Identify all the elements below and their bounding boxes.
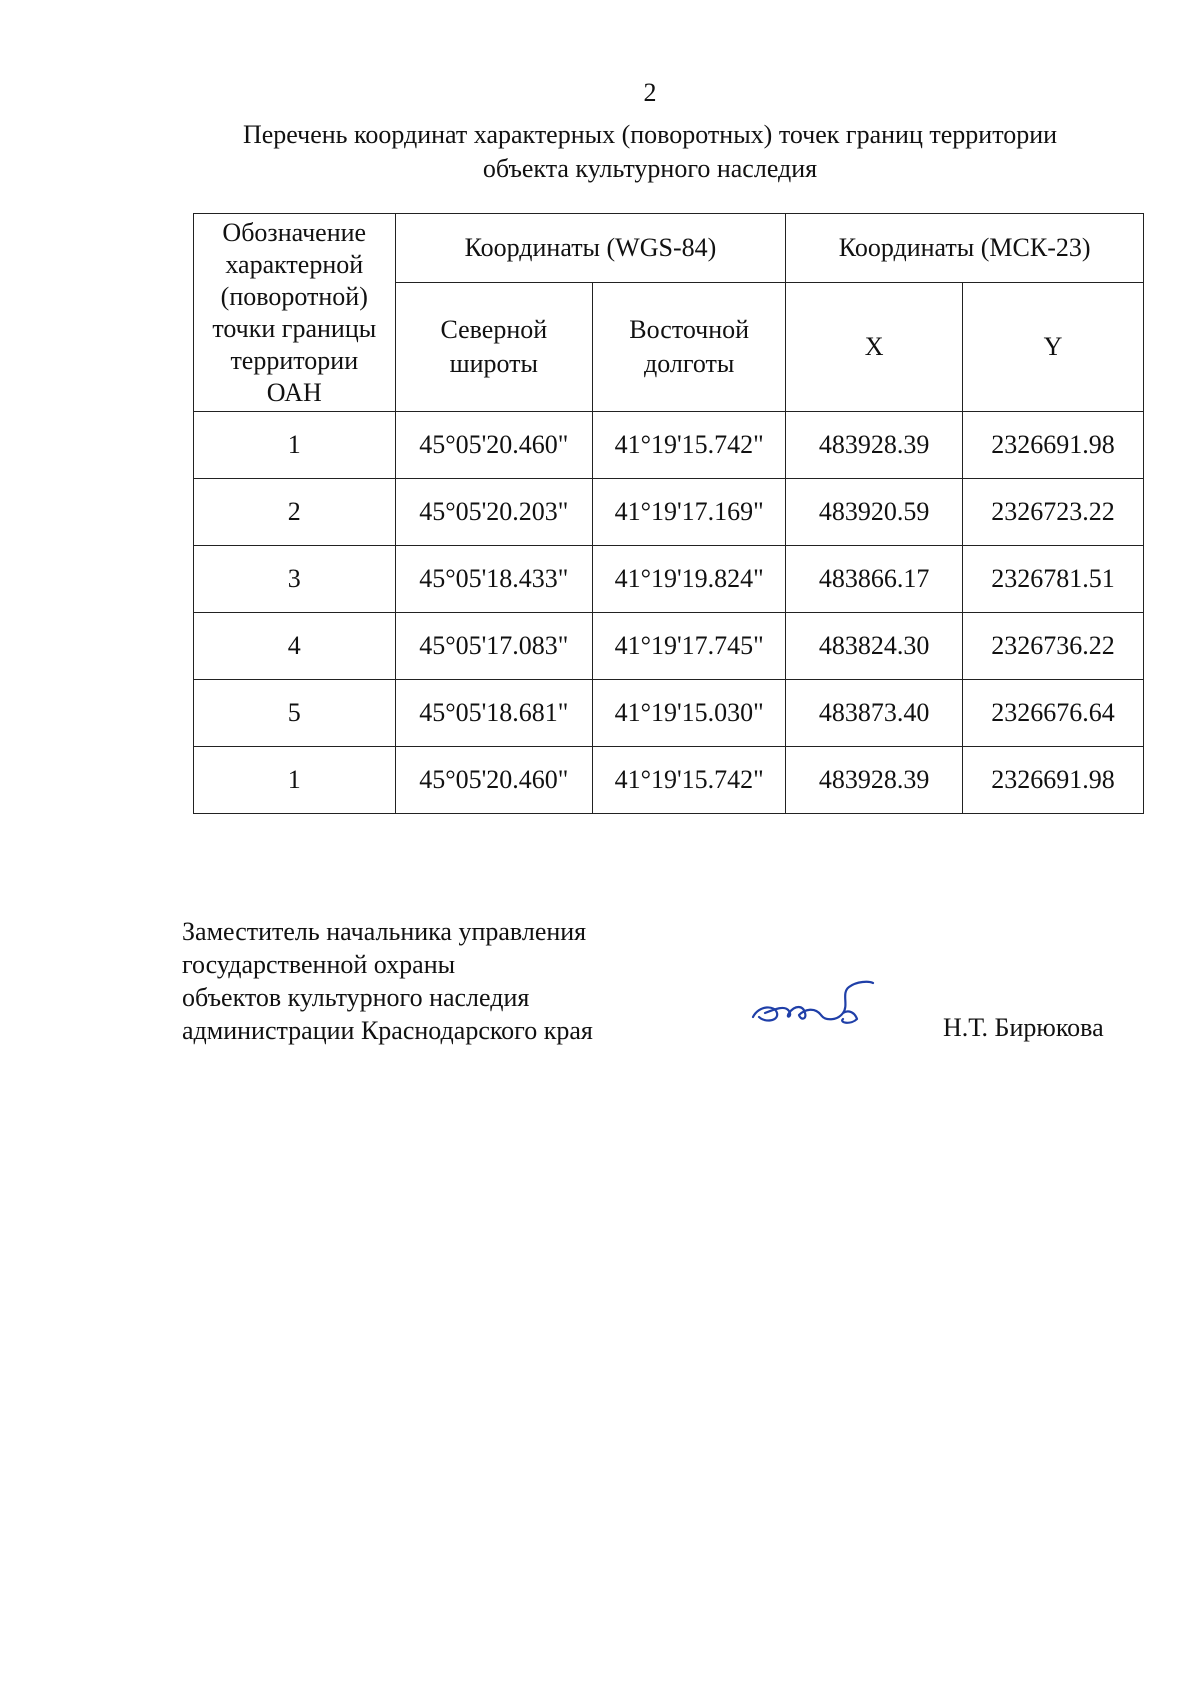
header-x: X [786,283,963,412]
coordinates-table [193,213,1144,814]
table-row [194,680,1144,747]
signer-name: Н.Т. Бирюкова [943,1013,1104,1042]
table-row [194,479,1144,546]
latitude-cell: 45°05'18.433" [395,546,593,613]
longitude-cell: 41°19'15.742" [593,747,786,814]
point-number-cell: 1 [194,747,396,814]
point-number-cell: 1 [194,412,396,479]
y-cell: 2326736.22 [962,613,1143,680]
longitude-cell: 41°19'15.742" [593,412,786,479]
header-y: Y [962,283,1143,412]
header-latitude: Северной широты [395,283,593,412]
table-row [194,412,1144,479]
longitude-cell: 41°19'17.745" [593,613,786,680]
y-cell: 2326691.98 [962,747,1143,814]
signatory-position-line: администрации Краснодарского края [182,1016,593,1045]
x-cell: 483928.39 [786,747,963,814]
page-number: 2 [643,78,657,107]
signatory-position-line: объектов культурного наследия [182,983,530,1012]
header-point-designation: Обозначение характерной (поворотной) точки границы территории ОАН [194,214,396,412]
header-longitude: Восточной долготы [593,283,786,412]
longitude-cell: 41°19'19.824" [593,546,786,613]
x-cell: 483866.17 [786,546,963,613]
table-row [194,546,1144,613]
y-cell: 2326676.64 [962,680,1143,747]
document-title [180,118,1120,186]
table-row [194,747,1144,814]
x-cell: 483824.30 [786,613,963,680]
latitude-cell: 45°05'18.681" [395,680,593,747]
table-row [194,613,1144,680]
signatory-position-line: Заместитель начальника управления [182,917,587,946]
x-cell: 483928.39 [786,412,963,479]
longitude-cell: 41°19'15.030" [593,680,786,747]
document-title-line-1: Перечень координат характерных (поворотных) точек границ территории [242,120,1058,149]
document-title-line-2: объекта культурного наследия [482,154,818,183]
y-cell: 2326723.22 [962,479,1143,546]
x-cell: 483873.40 [786,680,963,747]
y-cell: 2326691.98 [962,412,1143,479]
point-number-cell: 4 [194,613,396,680]
point-number-cell: 2 [194,479,396,546]
longitude-cell: 41°19'17.169" [593,479,786,546]
y-cell: 2326781.51 [962,546,1143,613]
point-number-cell: 3 [194,546,396,613]
x-cell: 483920.59 [786,479,963,546]
header-wgs84: Координаты (WGS-84) [395,214,786,283]
signatory-position-line: государственной охраны [182,950,456,979]
point-number-cell: 5 [194,680,396,747]
latitude-cell: 45°05'17.083" [395,613,593,680]
latitude-cell: 45°05'20.460" [395,747,593,814]
header-msk23: Координаты (МСК-23) [786,214,1144,283]
latitude-cell: 45°05'20.203" [395,479,593,546]
signatory-position [182,915,593,1047]
handwritten-signature [745,975,895,1035]
latitude-cell: 45°05'20.460" [395,412,593,479]
